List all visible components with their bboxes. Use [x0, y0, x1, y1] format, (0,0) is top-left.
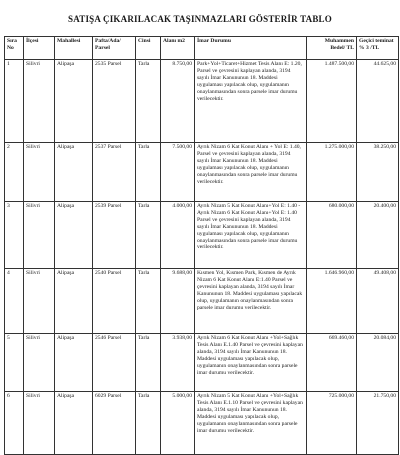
header-cinsi: Cinsi [136, 37, 161, 60]
cell-cins: Tarla [136, 269, 161, 334]
cell-mahalle: Alipaşa [55, 269, 93, 334]
cell-ilce: Silivri [24, 202, 55, 269]
cell-sira: 6 [5, 392, 24, 455]
cell-parsel: 2546 Parsel [93, 334, 136, 392]
cell-alan: 5.000,00 [161, 392, 195, 455]
cell-ilce: Silivri [24, 334, 55, 392]
cell-ilce: Silivri [24, 60, 55, 143]
cell-cins: Tarla [136, 143, 161, 202]
cell-alan: 4.000,00 [161, 202, 195, 269]
header-bedel: Muhammen Bedel/ TL [307, 37, 357, 60]
property-table [4, 36, 399, 455]
cell-sira: 2 [5, 143, 24, 202]
cell-alan: 9.688,00 [161, 269, 195, 334]
cell-sira: 3 [5, 202, 24, 269]
cell-teminat: 21.750,00 [357, 392, 399, 455]
document-title: SATIŞA ÇIKARILACAK TAŞINMAZLARI GÖSTERİR TABLO [68, 14, 332, 24]
cell-teminat: 49.408,00 [357, 269, 399, 334]
header-imar: İmar Durumu [195, 37, 307, 60]
header-alani: Alanı m2 [161, 37, 195, 60]
cell-bedel: 1.487.500,00 [307, 60, 357, 143]
cell-imar: Ayrık Nizam 6 Kat Konut Alanı +Yol+Sağlık Tesis Alanı E.1.40 Parsel ve çevresini kaplayan alanda, 3194 sayılı İmar Kanununun 18. Maddesi uygulaması yapılacak olup, uygulamanın onaylanmasından sonra parsele imar durumu verilecektir. [195, 334, 307, 392]
cell-bedel: 1.275.000,00 [307, 143, 357, 202]
cell-bedel: 1.646.960,00 [307, 269, 357, 334]
table-row [5, 60, 399, 143]
table-row [5, 143, 399, 202]
cell-cins: Tarla [136, 202, 161, 269]
cell-cins: Tarla [136, 334, 161, 392]
cell-imar: Kısmen Yol, Kısmen Park, Kısmen de Ayrık Nizam 6 Kat Konut Alanı E:1.40 Parsel ve çevresini kaplayan alanda, 3194 sayılı İmar Kanununun 18. Maddesi uygulaması yapılacak olup, uygulamanın onaylanmasından sonra parsele imar durumu verilecektir. [195, 269, 307, 334]
cell-imar: Ayrık Nizam 5 Kat Konut Alanı+Yol E: 1.40 - Ayrık Nizam 6 Kat Konut Alanı+Yol E: 1.40 Parsel ve çevresini kaplayan alanda, 3194 sayılı İmar Kanununun 18. Maddesi uygulaması yapılacak olup, uygulamanın onaylanmasından sonra parsele imar durumu verilecektir. [195, 202, 307, 269]
cell-sira: 4 [5, 269, 24, 334]
cell-mahalle: Alipaşa [55, 334, 93, 392]
header-pafta: Pafta/Ada/ Parsel [93, 37, 136, 60]
cell-mahalle: Alipaşa [55, 202, 93, 269]
cell-imar: Ayrık Nizam 5 Kat Konut Alanı +Yol+Sağlık Tesis Alanı E.1.10 Parsel ve çevresini kaplayan alanda, 3194 sayılı İmar Kanununun 18. Maddesi uygulaması yapılacak olup, uygulamanın onaylanmasından sonra parsele imar durumu verilecektir. [195, 392, 307, 455]
cell-bedel: 680.000,00 [307, 202, 357, 269]
cell-ilce: Silivri [24, 269, 55, 334]
table-row [5, 334, 399, 392]
cell-cins: Tarla [136, 60, 161, 143]
cell-parsel: 2537 Parsel [93, 143, 136, 202]
header-ilcesi: İlçesi [24, 37, 55, 60]
table-row [5, 392, 399, 455]
cell-parsel: 2539 Parsel [93, 202, 136, 269]
header-teminat: Geçici teminat % 3 /TL [357, 37, 399, 60]
cell-bedel: 725.000,00 [307, 392, 357, 455]
cell-imar: Park+Yol+Ticaret+Hizmet Tesis Alanı E: 1.20, Parsel ve çevresini kaplayan alanda, 3194 sayılı İmar Kanununun 18. Maddesi uygulaması yapılacak olup, uygulamanın onaylanmasından sonra parsele imar durumu verilecektir. [195, 60, 307, 143]
cell-bedel: 669.460,00 [307, 334, 357, 392]
cell-cins: Tarla [136, 392, 161, 455]
cell-teminat: 20.400,00 [357, 202, 399, 269]
cell-teminat: 44.625,00 [357, 60, 399, 143]
cell-alan: 8.750,00 [161, 60, 195, 143]
cell-teminat: 38.250,00 [357, 143, 399, 202]
cell-ilce: Silivri [24, 392, 55, 455]
table-header-row [5, 37, 399, 60]
table-row [5, 202, 399, 269]
cell-ilce: Silivri [24, 143, 55, 202]
header-sira: Sıra No [5, 37, 24, 60]
cell-mahalle: Alipaşa [55, 392, 93, 455]
cell-teminat: 20.084,00 [357, 334, 399, 392]
cell-alan: 3.938,00 [161, 334, 195, 392]
cell-alan: 7.500,00 [161, 143, 195, 202]
cell-parsel: 2535 Parsel [93, 60, 136, 143]
cell-imar: Ayrık Nizam 6 Kat Konut Alanı + Yol E: 1.40, Parsel ve çevresini kaplayan alanda, 3194 sayılı İmar Kanununun 18. Maddesi uygulaması yapılacak olup, uygulamanın onaylanmasından sonra parsele imar durumu verilecektir. [195, 143, 307, 202]
cell-parsel: 6029 Parsel [93, 392, 136, 455]
cell-sira: 5 [5, 334, 24, 392]
cell-mahalle: Alipaşa [55, 143, 93, 202]
table-row [5, 269, 399, 334]
cell-sira: 1 [5, 60, 24, 143]
cell-parsel: 2540 Parsel [93, 269, 136, 334]
cell-mahalle: Alipaşa [55, 60, 93, 143]
header-mahallesi: Mahallesi [55, 37, 93, 60]
